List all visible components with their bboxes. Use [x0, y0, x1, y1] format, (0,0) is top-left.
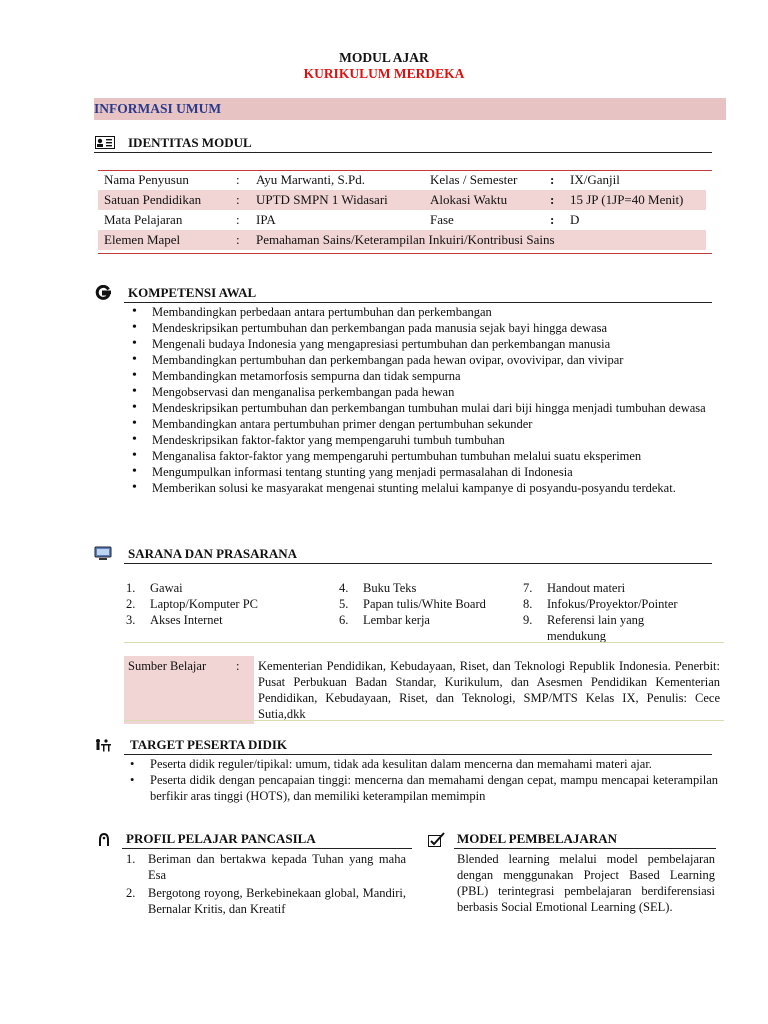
item-number: 5.: [339, 597, 349, 611]
separator: :: [236, 192, 240, 207]
item-number: 2.: [126, 886, 136, 900]
sarana-column-2: [339, 580, 486, 628]
list-item: [126, 580, 258, 596]
value-fase: D: [570, 212, 580, 227]
list-item: • Mengobservasi dan menganalisa perkembangan pada hewan: [128, 384, 718, 400]
doc-title: MODUL AJAR: [339, 50, 429, 65]
item-number: 4.: [339, 581, 349, 595]
divider: [124, 563, 712, 564]
item-number: 7.: [523, 581, 533, 595]
profil-list: [126, 851, 406, 917]
model-text: Blended learning melalui model pembelajaran dengan menggunakan Project Based Learning (PBL) terintegrasi pembelajaran berdiferensiasi berbasis Social Emotional Learning (SEL).: [457, 852, 715, 914]
label-satuan-pendidikan: Satuan Pendidikan: [104, 192, 202, 207]
item-number: 6.: [339, 613, 349, 627]
table-bottom-border: [98, 253, 712, 254]
divider: [124, 754, 712, 755]
list-item: • Mendeskripsikan pertumbuhan dan perkembangan pada manusia sejak bayi hingga dewasa: [128, 320, 718, 336]
list-item: • Peserta didik reguler/tipikal: umum, tidak ada kesulitan dalam mencerna dan memahami materi ajar.: [128, 756, 718, 772]
item-text: Bergotong royong, Berkebinekaan global, Mandiri, Bernalar Kritis, dan Kreatif: [148, 886, 406, 916]
bird-emblem-icon: [97, 832, 111, 851]
label-fase: Fase: [430, 212, 454, 227]
kompetensi-list: [128, 304, 718, 496]
table-row: [124, 656, 724, 724]
list-item: [126, 851, 406, 883]
doc-subtitle: KURIKULUM MERDEKA: [303, 66, 465, 81]
checklist-icon: [428, 832, 446, 851]
section-identitas-heading: IDENTITAS MODUL: [128, 135, 252, 150]
separator: :: [236, 232, 240, 247]
value-nama-penyusun: Ayu Marwanti, S.Pd.: [256, 172, 365, 187]
section-sarana-heading: SARANA DAN PRASARANA: [128, 546, 298, 561]
separator: :: [236, 212, 240, 227]
list-item: • Menganalisa faktor-faktor yang mempengaruhi pertumbuhan tumbuhan melalui suatu eksperimen: [128, 448, 718, 464]
separator: :: [550, 172, 555, 187]
info-umum-label: INFORMASI UMUM: [94, 101, 222, 116]
item-number: 9.: [523, 613, 533, 627]
value-elemen-mapel: Pemahaman Sains/Keterampilan Inkuiri/Kontribusi Sains: [256, 232, 555, 247]
list-item: • Mengenali budaya Indonesia yang mengapresiasi pertumbuhan dan perkembangan manusia: [128, 336, 718, 352]
sarana-column-1: [126, 580, 258, 628]
section-profil-heading: PROFIL PELAJAR PANCASILA: [126, 831, 316, 846]
label-mata-pelajaran: Mata Pelajaran: [104, 212, 183, 227]
value-satuan-pendidikan: UPTD SMPN 1 Widasari: [256, 192, 388, 207]
section-target-heading: TARGET PESERTA DIDIK: [130, 737, 288, 752]
table-row: [98, 210, 706, 230]
table-row: [98, 170, 706, 190]
target-list: [128, 756, 718, 804]
list-item: • Mendeskripsikan pertumbuhan dan perkembangan tumbuhan mulai dari biji hingga menjadi tumbuhan dewasa: [128, 400, 718, 416]
list-item: [523, 596, 678, 612]
divider: [454, 848, 716, 849]
table-row: [98, 230, 706, 250]
label-elemen-mapel: Elemen Mapel: [104, 232, 181, 247]
list-item: • Membandingkan antara pertumbuhan primer dengan pertumbuhan sekunder: [128, 416, 718, 432]
section-model-heading: MODEL PEMBELAJARAN: [457, 831, 617, 846]
list-item: [126, 612, 258, 628]
item-text: Infokus/Proyektor/Pointer: [547, 597, 678, 611]
divider: [122, 848, 412, 849]
students-icon: [94, 738, 112, 757]
sumber-belajar-label: Sumber Belajar: [124, 656, 232, 724]
section-kompetensi-heading: KOMPETENSI AWAL: [128, 285, 257, 300]
separator: :: [550, 192, 555, 207]
value-kelas-semester: IX/Ganjil: [570, 172, 620, 187]
label-kelas-semester: Kelas / Semester: [430, 172, 518, 187]
list-item: • Mendeskripsikan faktor-faktor yang mempengaruhi tumbuh tumbuhan: [128, 432, 718, 448]
separator: :: [232, 656, 254, 724]
list-item: [339, 612, 486, 628]
list-item: • Peserta didik dengan pencapaian tinggi: mencerna dan memahami dengan cepat, mampu mencapai keterampilan berfikir aras tinggi (HOTS), dan memiliki keterampilan memimpin: [128, 772, 718, 804]
item-text: Akses Internet: [150, 613, 223, 627]
divider: [124, 302, 712, 303]
sumber-belajar-text: Kementerian Pendidikan, Kebudayaan, Riset, dan Teknologi Republik Indonesia. Penerbit: Pusat Perbukuan Badan Standar, Kurikulum, dan Asesmen Pendidikan Kementerian Pendidikan, Kebudayaan, Riset, dan Teknologi, SMP/MTS Kelas IX, Penulis: Cece Sutia,dkk: [258, 659, 720, 721]
item-text: Referensi lain yang: [547, 613, 645, 627]
list-item: • Membandingkan metamorfosis sempurna dan tidak sempurna: [128, 368, 718, 384]
identitas-table: [98, 170, 706, 250]
item-text: mendukung: [547, 629, 607, 643]
item-number: 8.: [523, 597, 533, 611]
item-text: Laptop/Komputer PC: [150, 597, 258, 611]
id-card-icon: [95, 136, 115, 153]
info-umum-bar: [94, 98, 726, 120]
g-logo-icon: [95, 285, 111, 305]
item-number: 1.: [126, 581, 136, 595]
item-text: Buku Teks: [363, 581, 417, 595]
item-text: Gawai: [150, 581, 183, 595]
item-text: Papan tulis/White Board: [363, 597, 486, 611]
label-nama-penyusun: Nama Penyusun: [104, 172, 189, 187]
sumber-belajar-table: [124, 656, 724, 724]
list-item: [339, 596, 486, 612]
divider: [124, 720, 724, 721]
list-item: • Memberikan solusi ke masyarakat mengenai stunting melalui kampanye di posyandu-posyandu terdekat.: [128, 480, 718, 496]
value-alokasi-waktu: 15 JP (1JP=40 Menit): [570, 192, 684, 207]
separator: :: [236, 172, 240, 187]
item-number: 1.: [126, 852, 136, 866]
sarana-column-3: [523, 580, 678, 644]
item-number: 3.: [126, 613, 136, 627]
list-item: • Membandingkan pertumbuhan dan perkembangan pada hewan ovipar, ovovivipar, dan vivipar: [128, 352, 718, 368]
item-text: Beriman dan bertakwa kepada Tuhan yang maha Esa: [148, 852, 406, 882]
list-item: • Membandingkan perbedaan antara pertumbuhan dan perkembangan: [128, 304, 718, 320]
list-item: [523, 580, 678, 596]
divider: [124, 642, 724, 643]
list-item: [339, 580, 486, 596]
list-item: [523, 612, 678, 628]
item-text: Handout materi: [547, 581, 626, 595]
list-item: [126, 885, 406, 917]
separator: :: [550, 212, 555, 227]
label-alokasi-waktu: Alokasi Waktu: [430, 192, 508, 207]
divider: [94, 152, 712, 153]
table-row: [98, 190, 706, 210]
item-number: 2.: [126, 597, 136, 611]
computer-icon: [94, 546, 112, 565]
list-item: [126, 596, 258, 612]
value-mata-pelajaran: IPA: [256, 212, 276, 227]
list-item: • Mengumpulkan informasi tentang stunting yang menjadi permasalahan di Indonesia: [128, 464, 718, 480]
item-text: Lembar kerja: [363, 613, 430, 627]
